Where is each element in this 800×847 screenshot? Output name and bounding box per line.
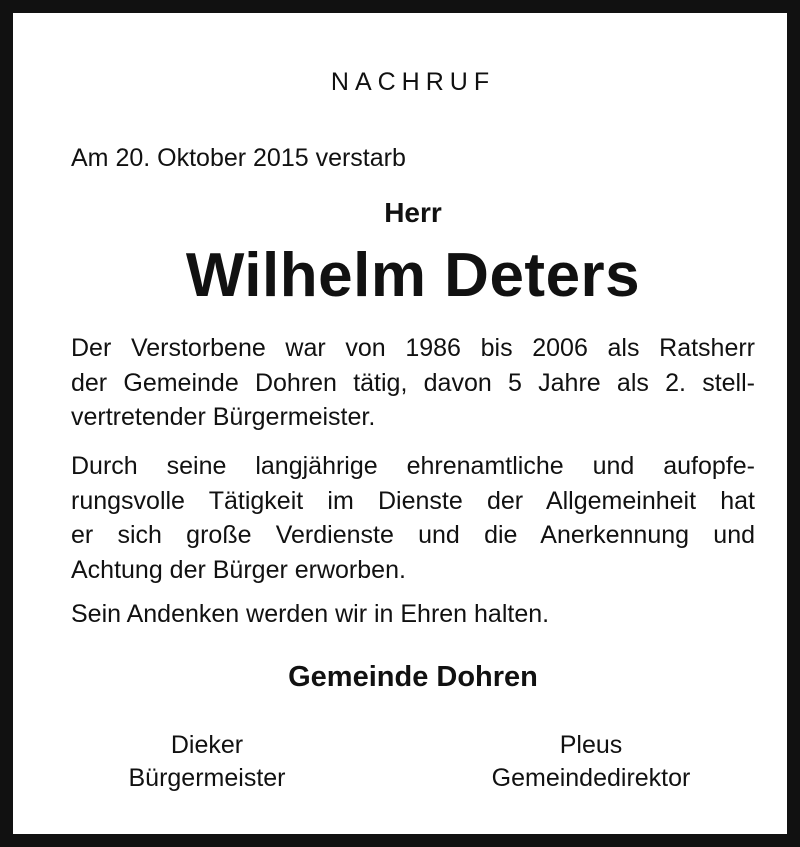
paragraph-remembrance (71, 597, 755, 632)
signatory-role: Bürgermeister (128, 764, 286, 792)
paragraph-line: Achtung der Bürger erworben. (71, 555, 406, 584)
deceased-name: Wilhelm Deters (185, 241, 641, 310)
organization-name: Gemeinde Dohren (288, 661, 538, 693)
paragraph-line: Der Verstorbene war von 1986 bis 2006 als Ratsherr (71, 334, 755, 362)
signatory-mayor (97, 729, 317, 795)
honorific-title: Herr (384, 197, 442, 228)
signatory-name: Dieker (170, 731, 244, 759)
paragraph-line: Sein Andenken werden wir in Ehren halten. (71, 600, 550, 628)
paragraph-line: rungsvolle Tätigkeit im Dienste der Allgemeinheit hat (71, 486, 755, 515)
paragraph-line: Durch seine langjährige ehrenamtliche und aufopfe- (71, 452, 755, 480)
paragraph-career (71, 331, 755, 435)
signatory-director (463, 729, 719, 795)
paragraph-line: er sich große Verdienste und die Anerkennung und (71, 521, 755, 549)
paragraph-line: vertretender Bürgermeister. (71, 403, 376, 431)
signatory-role: Gemeindedirektor (491, 764, 691, 792)
notice-heading: NACHRUF (330, 68, 496, 96)
paragraph-merits (71, 449, 755, 587)
paragraph-line: der Gemeinde Dohren tätig, davon 5 Jahre als 2. stell- (71, 368, 755, 397)
death-date-line: Am 20. Oktober 2015 verstarb (71, 144, 406, 172)
signatory-name: Pleus (559, 731, 623, 759)
